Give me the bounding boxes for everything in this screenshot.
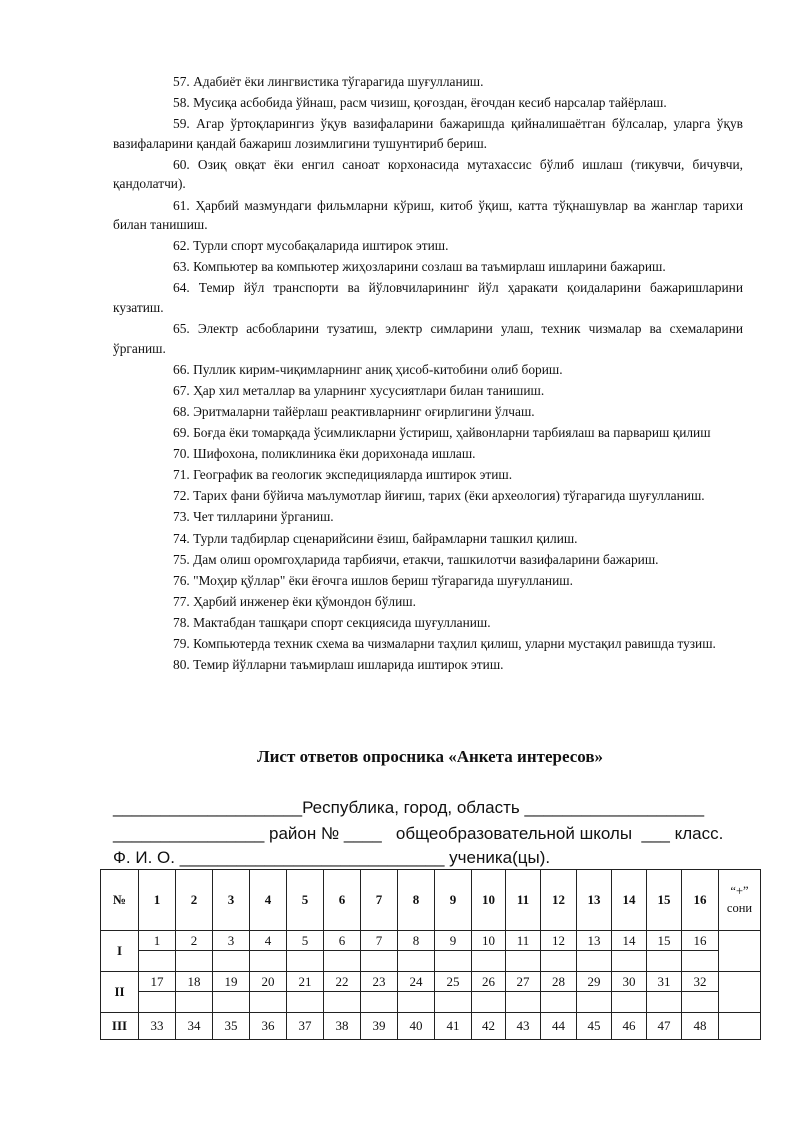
question-number-cell: 29 [577, 972, 612, 992]
header-column-cell: 2 [176, 870, 213, 931]
question-number-cell: 3 [213, 931, 250, 951]
questionnaire-item: 76. "Моҳир қўллар" ёки ёғочга ишлов бериш тўгарагида шуғулланиш. [173, 572, 573, 588]
question-number-cell: 48 [682, 1013, 719, 1040]
question-number-cell: 17 [139, 972, 176, 992]
answer-cell[interactable] [506, 992, 541, 1013]
answer-cell[interactable] [435, 951, 472, 972]
question-number-cell: 18 [176, 972, 213, 992]
questionnaire-item: 75. Дам олиш оромгоҳларида тарбиячи, етакчи, ташкилотчи вазифаларини бажариш. [173, 551, 659, 567]
answer-cell[interactable] [213, 992, 250, 1013]
question-number-cell: 21 [287, 972, 324, 992]
questionnaire-item: 60. Озиқ овқат ёки енгил саноат корхонасида мутахассис бўлиб ишлаш (тикувчи, бичувчи, қандолатчи). [113, 156, 743, 192]
question-number-cell: 38 [324, 1013, 361, 1040]
question-number-cell: 27 [506, 972, 541, 992]
questionnaire-item: 78. Мактабдан ташқари спорт секциясида шуғулланиш. [173, 614, 491, 630]
form-line-region: ____________________Республика, город, область ___________________ [113, 798, 705, 817]
answer-cell[interactable] [541, 951, 577, 972]
questionnaire-item: 67. Ҳар хил металлар ва уларнинг хусусиятлари билан танишиш. [173, 382, 545, 398]
questionnaire-item: 70. Шифохона, поликлиника ёки дорихонада ишлаш. [173, 446, 476, 462]
answer-cell[interactable] [647, 992, 682, 1013]
header-column-cell: 13 [577, 870, 612, 931]
table-row [101, 972, 761, 992]
questionnaire-item: 59. Агар ўртоқларингиз ўқув вазифаларини бажаришда қийналишаётган бўлсалар, уларга ўқув вазифаларини қандай бажариш лозимлигини тушунтириб бериш. [113, 116, 743, 151]
questionnaire-item: 57. Адабиёт ёки лингвистика тўгарагида шуғулланиш. [173, 74, 484, 89]
header-column-cell: 3 [213, 870, 250, 931]
question-number-cell: 10 [472, 931, 506, 951]
plus-count-cell [719, 1013, 761, 1040]
questionnaire-item: 64. Темир йўл транспорти ва йўловчиларининг йўл ҳаракати қоидаларини бажаришларини кузатиш. [113, 280, 743, 316]
question-number-cell: 15 [647, 931, 682, 951]
questionnaire-item: 71. Географик ва геологик экспедицияларда иштирок этиш. [173, 467, 513, 483]
question-number-cell: 22 [324, 972, 361, 992]
form-line-school: ________________ район № ____ общеобразовательной школы ___ класс. [113, 824, 724, 843]
question-number-cell: 41 [435, 1013, 472, 1040]
question-number-cell: 34 [176, 1013, 213, 1040]
question-number-cell: 12 [541, 931, 577, 951]
header-column-cell: 14 [612, 870, 647, 931]
answer-cell[interactable] [324, 951, 361, 972]
questionnaire-items [113, 72, 743, 676]
question-number-cell: 1 [139, 931, 176, 951]
question-number-cell: 33 [139, 1013, 176, 1040]
answer-cell[interactable] [176, 951, 213, 972]
answer-cell[interactable] [682, 951, 719, 972]
answer-cell[interactable] [472, 951, 506, 972]
answer-row [101, 951, 761, 972]
question-number-cell: 39 [361, 1013, 398, 1040]
question-number-cell: 37 [287, 1013, 324, 1040]
answer-cell[interactable] [398, 951, 435, 972]
answer-cell[interactable] [287, 951, 324, 972]
answer-cell[interactable] [435, 992, 472, 1013]
plus-count-cell [719, 972, 761, 1013]
answer-cell[interactable] [577, 992, 612, 1013]
plus-count-cell [719, 931, 761, 972]
question-number-cell: 6 [324, 931, 361, 951]
answer-cell[interactable] [506, 951, 541, 972]
header-column-cell: 7 [361, 870, 398, 931]
header-column-cell: 16 [682, 870, 719, 931]
question-number-cell: 26 [472, 972, 506, 992]
answer-cell[interactable] [324, 992, 361, 1013]
question-number-cell: 32 [682, 972, 719, 992]
answer-cell[interactable] [250, 992, 287, 1013]
answer-cell[interactable] [213, 951, 250, 972]
question-number-cell: 45 [577, 1013, 612, 1040]
answer-cell[interactable] [176, 992, 213, 1013]
header-column-cell: 15 [647, 870, 682, 931]
question-number-cell: 2 [176, 931, 213, 951]
question-number-cell: 40 [398, 1013, 435, 1040]
header-column-cell: 9 [435, 870, 472, 931]
question-number-cell: 42 [472, 1013, 506, 1040]
header-number-cell: № [101, 870, 139, 931]
table-row [101, 1013, 761, 1040]
question-number-cell: 11 [506, 931, 541, 951]
answer-cell[interactable] [139, 992, 176, 1013]
questionnaire-item: 74. Турли тадбирлар сценарийсини ёзиш, байрамларни ташкил қилиш. [173, 530, 578, 546]
question-number-cell: 7 [361, 931, 398, 951]
questionnaire-item: 66. Пуллик кирим-чиқимларнинг аниқ ҳисоб-китобини олиб бориш. [173, 361, 563, 377]
questionnaire-item: 69. Боғда ёки томарқада ўсимликларни ўстириш, ҳайвонларни тарбиялаш ва парвариш қилиш [173, 425, 711, 441]
header-column-cell: 10 [472, 870, 506, 931]
questionnaire-item: 68. Эритмаларни тайёрлаш реактивларнинг оғирлигини ўлчаш. [173, 404, 535, 419]
question-number-cell: 4 [250, 931, 287, 951]
header-column-cell: 12 [541, 870, 577, 931]
answer-cell[interactable] [361, 992, 398, 1013]
table-header-row [101, 870, 761, 931]
question-number-cell: 43 [506, 1013, 541, 1040]
question-number-cell: 5 [287, 931, 324, 951]
questionnaire-item: 63. Компьютер ва компьютер жиҳозларини созлаш ва таъмирлаш ишларини бажариш. [173, 259, 666, 275]
header-column-cell: 11 [506, 870, 541, 931]
answer-row [101, 992, 761, 1013]
answer-table [100, 869, 761, 1040]
questionnaire-item: 58. Мусиқа асбобида ўйнаш, расм чизиш, қоғоздан, ёғочдан кесиб нарсалар тайёрлаш. [173, 95, 667, 111]
header-column-cell: 6 [324, 870, 361, 931]
header-column-cell: 4 [250, 870, 287, 931]
question-number-cell: 8 [398, 931, 435, 951]
question-number-cell: 23 [361, 972, 398, 992]
question-number-cell: 14 [612, 931, 647, 951]
questionnaire-item: 80. Темир йўлларни таъмирлаш ишларида иштирок этиш. [173, 657, 504, 673]
header-column-cell: 1 [139, 870, 176, 931]
answer-cell[interactable] [612, 992, 647, 1013]
question-number-cell: 35 [213, 1013, 250, 1040]
question-number-cell: 19 [213, 972, 250, 992]
answer-cell[interactable] [577, 951, 612, 972]
questionnaire-item: 62. Турли спорт мусобақаларида иштирок этиш. [173, 238, 449, 254]
answer-sheet-title: Лист ответов опросника «Анкета интересов» [256, 747, 604, 766]
header-plus-count-cell: “+” сони [719, 870, 761, 931]
questionnaire-item: 73. Чет тилларини ўрганиш. [173, 509, 334, 525]
question-number-cell: 9 [435, 931, 472, 951]
questionnaire-item: 61. Ҳарбий мазмундаги фильмларни кўриш, китоб ўқиш, катта тўқнашувлар ва жанглар тарихи билан танишиш. [113, 197, 743, 233]
question-number-cell: 46 [612, 1013, 647, 1040]
question-number-cell: 36 [250, 1013, 287, 1040]
answer-cell[interactable] [541, 992, 577, 1013]
form-line-name: Ф. И. О. ____________________________ ученика(цы). [113, 848, 551, 867]
question-number-cell: 25 [435, 972, 472, 992]
answer-cell[interactable] [472, 992, 506, 1013]
answer-cell[interactable] [361, 951, 398, 972]
answer-cell[interactable] [287, 992, 324, 1013]
answer-cell[interactable] [139, 951, 176, 972]
answer-cell[interactable] [682, 992, 719, 1013]
row-label-cell: II [101, 972, 139, 1013]
question-number-cell: 16 [682, 931, 719, 951]
questionnaire-item: 79. Компьютерда техник схема ва чизмаларни таҳлил қилиш, уларни мустақил равишда тузиш. [173, 636, 716, 652]
questionnaire-item: 77. Ҳарбий инженер ёки қўмондон бўлиш. [173, 593, 416, 609]
answer-cell[interactable] [250, 951, 287, 972]
answer-cell[interactable] [398, 992, 435, 1013]
question-number-cell: 31 [647, 972, 682, 992]
questionnaire-item: 72. Тарих фани бўйича маълумотлар йиғиш, тарих (ёки археология) тўгарагида шуғулланиш. [173, 488, 705, 504]
question-number-cell: 24 [398, 972, 435, 992]
questionnaire-item: 65. Электр асбобларини тузатиш, электр симларини улаш, техник чизмалар ва схемаларини ўрганиш. [113, 321, 743, 356]
table-row [101, 931, 761, 951]
header-column-cell: 8 [398, 870, 435, 931]
question-number-cell: 20 [250, 972, 287, 992]
row-label-cell: I [101, 931, 139, 972]
header-column-cell: 5 [287, 870, 324, 931]
answer-cell[interactable] [612, 951, 647, 972]
question-number-cell: 44 [541, 1013, 577, 1040]
question-number-cell: 13 [577, 931, 612, 951]
row-label-cell: III [101, 1013, 139, 1040]
question-number-cell: 28 [541, 972, 577, 992]
question-number-cell: 47 [647, 1013, 682, 1040]
answer-cell[interactable] [647, 951, 682, 972]
question-number-cell: 30 [612, 972, 647, 992]
